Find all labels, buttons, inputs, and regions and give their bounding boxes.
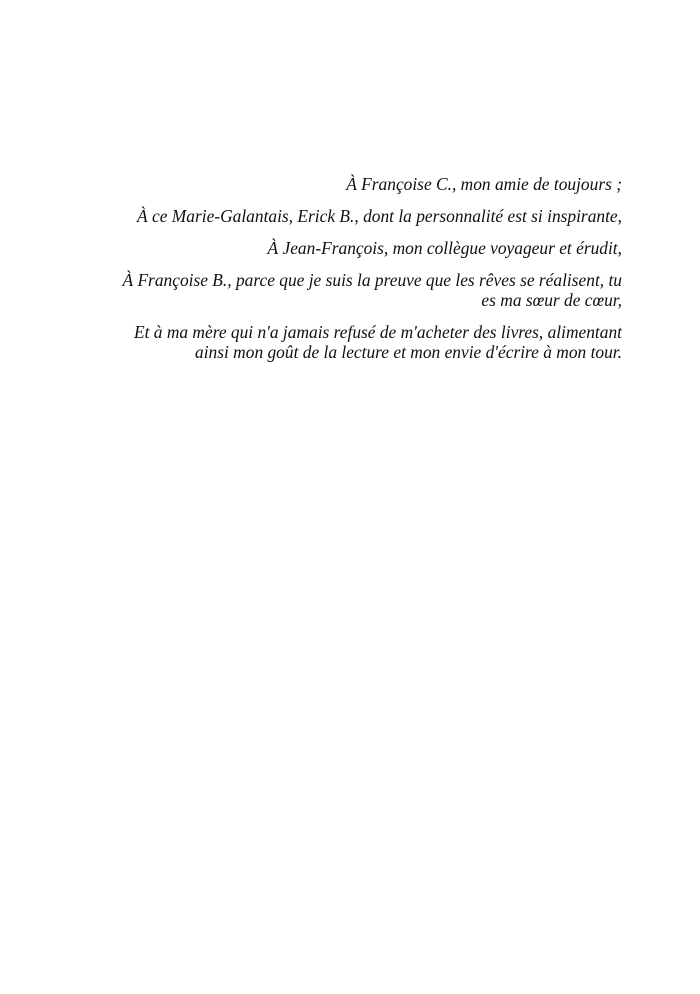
dedication-line-francoise-b-2: es ma sœur de cœur, — [481, 290, 622, 310]
dedication-line-francoise-b-1: À Françoise B., parce que je suis la preuve que les rêves se réalisent, tu — [122, 270, 622, 290]
dedication-francoise-b — [84, 270, 622, 310]
dedication-line-jean-francois: À Jean-François, mon collègue voyageur et érudit, — [267, 238, 622, 258]
dedication-line-mother-1: Et à ma mère qui n'a jamais refusé de m'acheter des livres, alimentant — [133, 322, 622, 342]
dedication-line-francoise-c: À Françoise C., mon amie de toujours ; — [346, 174, 622, 194]
dedication-line-mother-2: ainsi mon goût de la lecture et mon envie d'écrire à mon tour. — [195, 342, 622, 362]
dedication-line-erick-b: À ce Marie-Galantais, Erick B., dont la personnalité est si inspirante, — [137, 206, 622, 226]
dedication-block — [84, 174, 622, 374]
dedication-mother — [84, 322, 622, 362]
